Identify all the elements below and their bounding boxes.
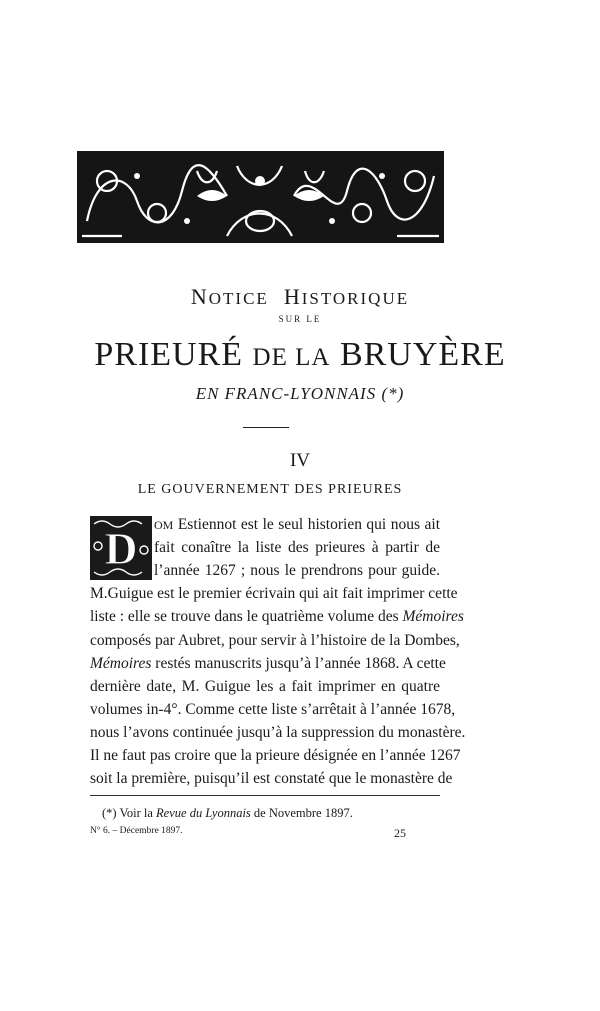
body-line-7: Mémoires restés manuscrits jusqu’à l’année 1868. A cette bbox=[90, 655, 446, 672]
page-number: 25 bbox=[394, 826, 406, 840]
issue-signature: N° 6. – Décembre 1897. bbox=[90, 826, 183, 836]
notice-heading: NOTICE HISTORIQUE bbox=[190, 284, 410, 309]
footnote: (*) Voir la Revue du Lyonnais de Novembre 1897. bbox=[102, 806, 353, 820]
body-line-8: dernière date, M. Guigue les a fait imprimer en quatre bbox=[90, 678, 440, 695]
body-line-2: fait conaître la liste des prieures à partir de bbox=[154, 539, 440, 556]
subtitle-location: EN FRANC-LYONNAIS (*) bbox=[195, 384, 405, 403]
main-title: PRIEURÉ DE LA BRUYÈRE bbox=[94, 336, 506, 373]
body-line-9: volumes in-4°. Comme cette liste s’arrêtait à l’année 1678, bbox=[90, 701, 456, 718]
title-rule bbox=[243, 427, 289, 428]
svg-text:D: D bbox=[104, 523, 138, 574]
body-line-5: liste : elle se trouve dans le quatrième volume des Mémoires bbox=[90, 608, 464, 625]
body-line-12: soit la première, puisqu’il est constaté que le monastère de bbox=[90, 770, 453, 787]
ornament-banner-icon bbox=[77, 151, 444, 243]
body-line-4: M.Guigue est le premier écrivain qui ait fait imprimer cette bbox=[90, 585, 458, 602]
dropcap-d-icon bbox=[90, 516, 152, 580]
body-line-11: Il ne faut pas croire que la prieure désignée en l’année 1267 bbox=[90, 747, 461, 764]
chapter-title: LE GOUVERNEMENT DES PRIEURES bbox=[137, 482, 403, 497]
sur-le-label: SUR LE bbox=[278, 314, 322, 324]
chapter-number: IV bbox=[289, 450, 311, 471]
body-line-1: OM Estiennot est le seul historien qui nous ait bbox=[154, 516, 440, 533]
body-line-10: nous l’avons continuée jusqu’à la suppression du monastère. bbox=[90, 724, 466, 741]
body-line-3: l’année 1267 ; nous le prendrons pour guide. bbox=[154, 562, 440, 579]
body-line-6: composés par Aubret, pour servir à l’histoire de la Dombes, bbox=[90, 632, 460, 649]
footnote-separator bbox=[90, 795, 440, 796]
